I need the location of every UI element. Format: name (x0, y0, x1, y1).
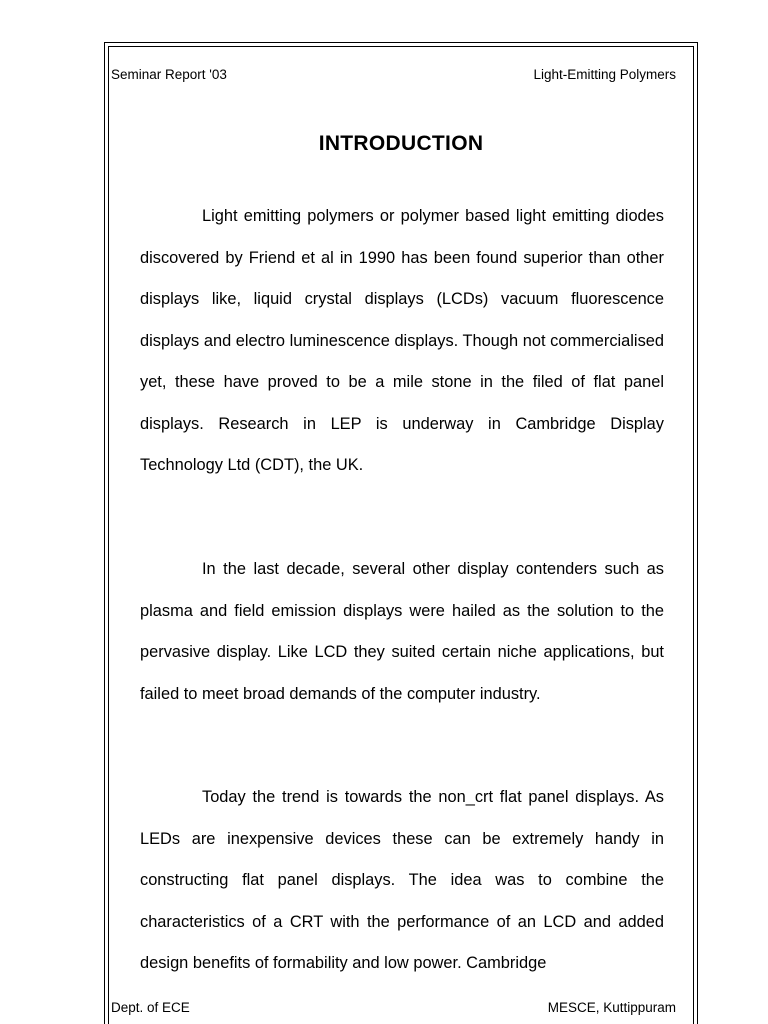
paragraph-text: In the last decade, several other display contenders such as plasma and field emission displays were hailed as the solution to the pervasive display. Like LCD they suited certain niche applications, but failed to meet broad demands of the computer industry. (140, 560, 664, 703)
paragraph-3 (140, 777, 664, 985)
header-topic: Light-Emitting Polymers (533, 67, 676, 82)
header-report-name: Seminar Report '03 (111, 67, 227, 82)
paragraph-text: Light emitting polymers or polymer based light emitting diodes discovered by Friend et al in 1990 has been found superior than other displays like, liquid crystal displays (LCDs) vacuum fluorescence displays and electro luminescence displays. Though not commercialised yet, these have proved to be a mile stone in the filed of flat panel displays. Research in LEP is underway in Cambridge Display Technology Ltd (CDT), the UK. (140, 207, 664, 474)
section-title: INTRODUCTION (318, 132, 484, 155)
paragraph-text: Today the trend is towards the non_crt flat panel displays. As LEDs are inexpensive devices these can be extremely handy in constructing flat panel displays. The idea was to combine the characteristics of a CRT with the performance of an LCD and added design benefits of formability and low power. Cambridge (140, 788, 664, 972)
paragraph-1 (140, 196, 664, 487)
paragraph-2 (140, 549, 664, 715)
footer-institution: MESCE, Kuttippuram (547, 1000, 676, 1015)
footer-department: Dept. of ECE (111, 1000, 190, 1015)
